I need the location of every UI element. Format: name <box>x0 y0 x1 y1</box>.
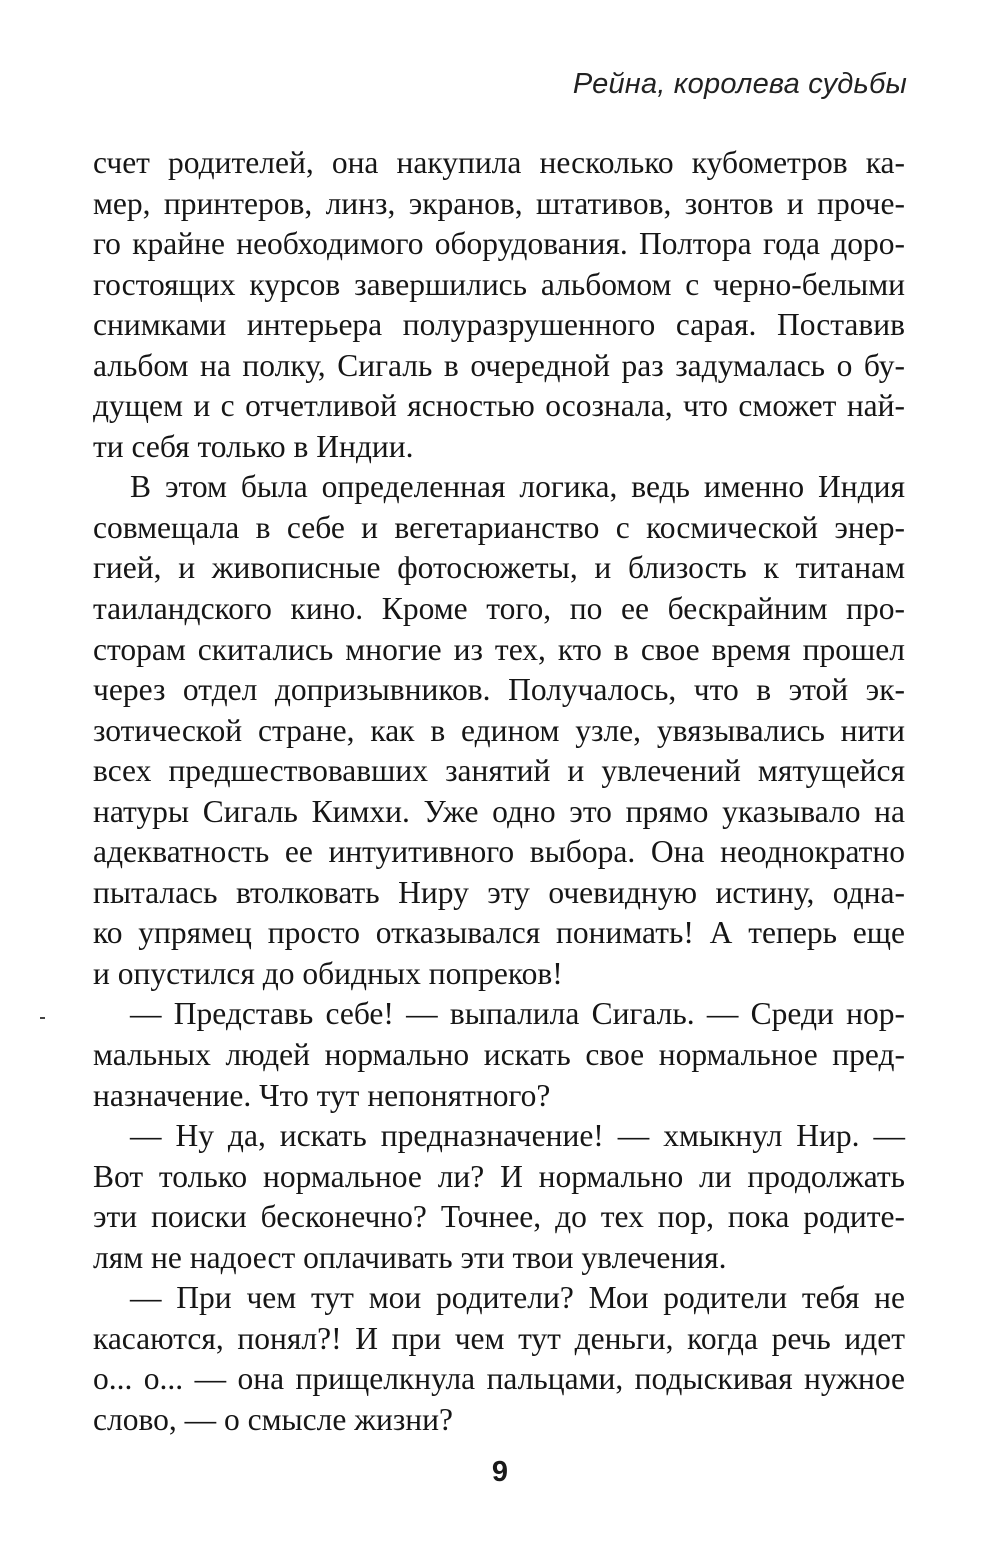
text-line: о... о... — она прищелкнула пальцами, подыскивая нужное <box>93 1361 905 1397</box>
text-line: эти поиски бесконечно? Точнее, до тех пор, пока родите- <box>93 1199 905 1235</box>
text-line: — Ну да, искать предназначение! — хмыкнул Нир. — <box>130 1118 905 1154</box>
text-line: счет родителей, она накупила несколько кубометров ка- <box>93 145 905 180</box>
text-line: всех предшествовавших занятий и увлечений мятущейся <box>93 753 905 789</box>
text-line: сторам скитались многие из тех, кто в свое время прошел <box>93 631 905 667</box>
text-line: — Представь себе! — выпалила Сигаль. — Среди нор- <box>130 996 905 1032</box>
text-line: касаются, понял?! И при чем тут деньги, когда речь идет <box>93 1320 905 1356</box>
text-line: мер, принтеров, линз, экранов, штативов, зонтов и проче- <box>93 185 905 221</box>
text-line: пыталась втолковать Ниру эту очевидную истину, одна- <box>93 874 905 910</box>
text-line: натуры Сигаль Кимхи. Уже одно это прямо указывало на <box>93 793 905 829</box>
text-line: альбом на полку, Сигаль в очередной раз задумалась о бу- <box>93 347 905 383</box>
body-text <box>93 143 905 1441</box>
text-line: и опустился до обидных попреков! <box>93 955 563 991</box>
text-line: зотической стране, как в едином узле, увязывались нити <box>93 712 905 748</box>
text-line: лям не надоест оплачивать эти твои увлечения. <box>93 1239 727 1275</box>
text-line: ко упрямец просто отказывался понимать! А теперь еще <box>93 915 905 951</box>
running-head: Рейна, королева судьбы <box>572 68 907 100</box>
text-line: через отдел допризывников. Получалось, что в этой эк- <box>93 672 905 708</box>
text-line: — При чем тут мои родители? Мои родители тебя не <box>130 1280 905 1316</box>
text-line: совмещала в себе и вегетарианство с космической энер- <box>93 509 905 545</box>
text-line: дущем и с отчетливой ясностью осознала, что сможет най- <box>93 388 905 424</box>
text-line: гостоящих курсов завершились альбомом с черно-белыми <box>93 266 905 302</box>
text-line: адекватность ее интуитивного выбора. Она неоднократно <box>93 834 905 870</box>
text-line: слово, — о смысле жизни? <box>93 1401 454 1437</box>
text-line: В этом была определенная логика, ведь именно Индия <box>130 469 905 505</box>
text-line: таиландского кино. Кроме того, по ее бескрайним про- <box>93 591 905 627</box>
text-line: назначение. Что тут непонятного? <box>93 1077 551 1113</box>
text-line: го крайне необходимого оборудования. Полтора года доро- <box>93 226 905 262</box>
page-number: 9 <box>491 1456 509 1488</box>
text-line: ти себя только в Индии. <box>93 428 414 464</box>
text-line: гией, и живописные фотосюжеты, и близость к титанам <box>93 550 905 586</box>
text-line: снимками интерьера полуразрушенного сарая. Поставив <box>93 307 905 343</box>
scan-speck <box>40 1017 45 1019</box>
text-line: Вот только нормальное ли? И нормально ли продолжать <box>93 1158 905 1194</box>
text-line: мальных людей нормально искать свое нормальное пред- <box>93 1037 905 1073</box>
